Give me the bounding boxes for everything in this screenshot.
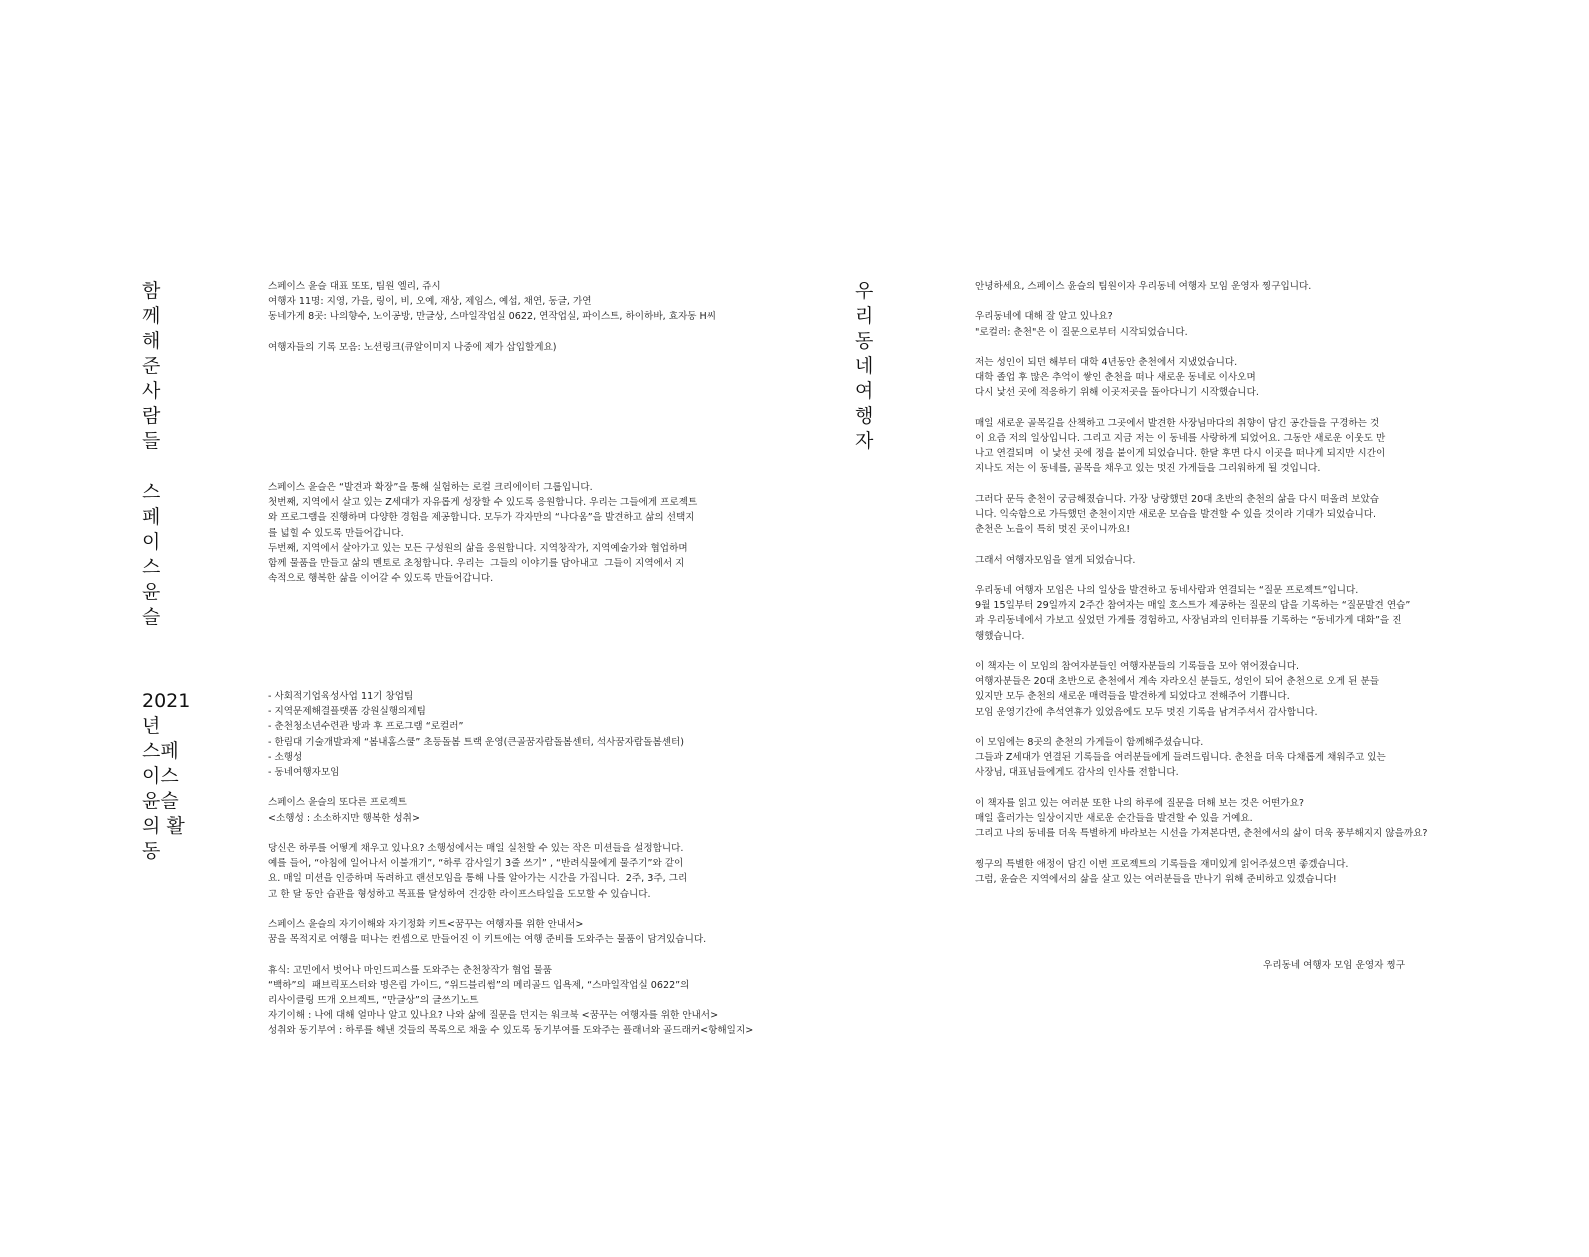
text-line: 나고 연결되며 이 낯선 곳에 정을 붙이게 되었습니다. 한달 후면 다시 이곳을 떠나게 되지만 시간이 xyxy=(975,448,1386,460)
text-line: 저는 성인이 되던 해부터 대학 4년동안 춘천에서 지냈었습니다. xyxy=(975,356,1238,368)
paragraph-gap xyxy=(268,947,718,962)
text-line: 대학 졸업 후 많은 추억이 쌓인 춘천을 떠나 새로운 동네로 이사오며 xyxy=(975,372,1256,384)
paragraph-gap xyxy=(975,644,1445,659)
text-line: 함께 물품을 만들고 삶의 멘토로 초청합니다. 우리는 그들의 이야기를 담아내고 그들이 지역에서 지 xyxy=(268,558,685,570)
text-line: 모임 운영기간에 추석연휴가 있었음에도 모두 멋진 기록을 남겨주셔서 감사합니다. xyxy=(975,706,1318,718)
text-line: 그럼, 윤슬은 지역에서의 삶을 살고 있는 여러분들을 만나기 위해 준비하고 있겠습니다! xyxy=(975,873,1337,885)
text-line: - 지역문제해결플랫폼 강원실행의제팀 xyxy=(268,706,426,718)
text-line: 휴식: 고민에서 벗어나 마인드피스를 도와주는 춘천창작가 협업 물품 xyxy=(268,964,553,976)
paragraph-gap xyxy=(975,401,1445,416)
text-line: 여행자들의 기록 모음: 노션링크(큐알이미지 나중에 제가 삽입할게요) xyxy=(268,341,557,353)
text-line: 스페이스 윤슬의 또다른 프로젝트 xyxy=(268,797,407,809)
paragraph-gap xyxy=(975,340,1445,355)
paragraph-gap xyxy=(268,325,718,340)
text-line: - 춘천청소년수련관 방과 후 프로그램 “로컬러” xyxy=(268,721,464,733)
text-line: 와 프로그램을 진행하며 다양한 경험을 제공합니다. 모두가 각자만의 “나다움”을 발견하고 삶의 선택지 xyxy=(268,512,695,524)
text-line: 고 한 달 동안 습관을 형성하고 목표를 달성하여 건강한 라이프스타일을 도모할 수 있습니다. xyxy=(268,888,651,900)
signature: 우리동네 여행자 모임 운영자 찡구 xyxy=(1263,960,1405,971)
text-line: 자기이해 : 나에 대해 얼마나 알고 있나요? 나와 삶에 질문을 던지는 워크북 <꿈꾸는 여행자를 위한 안내서> xyxy=(268,1010,719,1022)
text-line: 지나도 저는 이 동네를, 골목을 채우고 있는 멋진 가게들을 그리워하게 될 것입니다. xyxy=(975,463,1321,475)
text-line: 그리고 나의 동네를 더욱 특별하게 바라보는 시선을 가져본다면, 춘천에서의 삶이 더욱 풍부해지지 않을까요? xyxy=(975,828,1428,840)
paragraph-gap xyxy=(268,826,718,841)
text-line: 꿈을 목적지로 여행을 떠나는 컨셉으로 만들어진 이 키트에는 여행 준비를 도와주는 물품이 담겨있습니다. xyxy=(268,934,707,946)
text-line: - 사회적기업육성사업 11기 창업팀 xyxy=(268,691,414,702)
text-line: 요. 매일 미션을 인증하며 독려하고 랜선모임을 통해 나를 알아가는 시간을 가집니다. 2주, 3주, 그리 xyxy=(268,873,688,885)
text-line: 스페이스 윤슬은 “발견과 확장”을 통해 실험하는 로컬 크리에이터 그룹입니다. xyxy=(268,482,593,493)
text-line: 그들과 Z세대가 연결된 기록들을 여러분들에게 들려드립니다. 춘천을 더욱 다채롭게 채워주고 있는 xyxy=(975,752,1386,764)
paragraph-gap xyxy=(268,902,718,917)
paragraph-gap xyxy=(975,294,1445,309)
text-line: 여행자분들은 20대 초반으로 춘천에서 계속 자라오신 분들도, 성인이 되어 춘천으로 오게 된 분들 xyxy=(975,676,1380,688)
paragraph-gap xyxy=(975,537,1445,552)
right-page xyxy=(795,0,1589,1257)
text-line: 우리동네에 대해 잘 알고 있나요? xyxy=(975,311,1113,323)
text-line: 안녕하세요, 스페이스 윤슬의 팀원이자 우리동네 여행자 모임 운영자 찡구입니다. xyxy=(975,281,1312,292)
text-line: 매일 새로운 골목길을 산책하고 그곳에서 발견한 사장님마다의 취향이 담긴 공간들을 구경하는 것 xyxy=(975,417,1380,429)
text-line: 이 책자는 이 모임의 참여자분들인 여행자분들의 기록들을 모아 엮어졌습니다. xyxy=(975,660,1300,672)
paragraph-gap xyxy=(975,841,1445,856)
people-heading: 함께해준 사람들 xyxy=(142,280,161,452)
text-line: 니다. 익숙함으로 가득했던 춘천이지만 새로운 모습을 발견할 수 있을 것이라 기대가 되었습니다. xyxy=(975,508,1377,520)
text-line: 있지만 모두 춘천의 새로운 매력들을 발견하게 되었다고 전해주어 기쁩니다. xyxy=(975,691,1290,703)
text-line: - 동네여행자모임 xyxy=(268,767,340,779)
text-line: 스페이스 윤슬 대표 또또, 팀원 엘리, 쥬시 xyxy=(268,281,441,292)
traveler-heading: 우리동네 여행자 xyxy=(855,280,874,452)
text-line: - 소행성 xyxy=(268,751,303,763)
text-line: 두번째, 지역에서 살아가고 있는 모든 구성원의 삶을 응원합니다. 지역창작가, 지역예술가와 협업하며 xyxy=(268,542,688,554)
text-line: 우리동네 여행자 모임은 나의 일상을 발견하고 동네사람과 연결되는 “질문 프로젝트”입니다. xyxy=(975,584,1359,596)
paragraph-gap xyxy=(975,720,1445,735)
text-line: 당신은 하루를 어떻게 채우고 있나요? 소행성에서는 매일 실천할 수 있는 작은 미션들을 설정합니다. xyxy=(268,843,684,854)
text-line: 를 넓힐 수 있도록 만들어갑니다. xyxy=(268,527,404,539)
text-line: 속적으로 행복한 삶을 이어갈 수 있도록 만들어갑니다. xyxy=(268,573,494,585)
text-line: “백하”의 패브릭포스터와 명은림 가이드, “위드블리썸”의 메리골드 입욕제, “스마일작업실 0622”의 xyxy=(268,979,690,991)
activities-body xyxy=(268,689,754,1039)
paragraph-gap xyxy=(975,781,1445,796)
text-line: 그러다 문득 춘천이 궁금해졌습니다. 가장 낭랑했던 20대 초반의 춘천의 삶을 다시 떠올려 보았습 xyxy=(975,493,1380,505)
text-line: 그래서 여행자모임을 열게 되었습니다. xyxy=(975,554,1136,566)
left-page xyxy=(0,0,794,1257)
space-yunseul-heading: 스페이스 윤슬 xyxy=(142,481,161,628)
activities-heading: 2021년 스페이스 윤슬의 활동 xyxy=(142,690,191,862)
text-line: - 한림대 기술개발과제 “봄내홈스쿨” 초등돌봄 트랙 운영(큰골꿈자람돌봄센터, 석사꿈자람돌봄센터) xyxy=(268,736,684,748)
text-line: 매일 흘러가는 일상이지만 새로운 순간들을 발견할 수 있을 거예요. xyxy=(975,812,1253,824)
text-line: 첫번째, 지역에서 살고 있는 Z세대가 자유롭게 성장할 수 있도록 응원합니다. 우리는 그들에게 프로젝트 xyxy=(268,497,698,509)
paragraph-gap xyxy=(975,477,1445,492)
text-line: 다시 낯선 곳에 적응하기 위해 이곳저곳을 돌아다니기 시작했습니다. xyxy=(975,387,1259,399)
text-line: 9월 15일부터 29일까지 2주간 참여자는 매일 호스트가 제공하는 질문의 답을 기록하는 “질문발견 연습” xyxy=(975,600,1411,612)
text-line: 춘천은 노을이 특히 멋진 곳이니까요! xyxy=(975,524,1131,536)
text-line: 이 요즘 저의 일상입니다. 그리고 지금 저는 이 동네를 사랑하게 되었어요. 그동안 새로운 이웃도 만 xyxy=(975,432,1386,444)
text-line: 스페이스 윤슬의 자기이해와 자기정화 키트<꿈꾸는 여행자를 위한 안내서> xyxy=(268,919,584,930)
text-line: 동네가게 8곳: 나의향수, 노이공방, 만글상, 스마일작업실 0622, 연작업실, 파이스트, 하이하바, 효자동 H씨 xyxy=(268,311,717,323)
text-line: 과 우리동네에서 가보고 싶었던 가게를 경험하고, 사장님과의 인터뷰를 기록하는 “동네가게 대화”을 진 xyxy=(975,615,1402,627)
text-line: 예를 들어, “아침에 일어나서 이불개기”, “하루 감사일기 3줄 쓰기” , “반려식물에게 물주기”와 같이 xyxy=(268,858,684,870)
text-line: 사장님, 대표님들에게도 감사의 인사를 전합니다. xyxy=(975,767,1179,779)
text-line: 여행자 11명: 지영, 가을, 링이, 비, 오예, 재상, 제임스, 예섭, 채연, 동글, 가연 xyxy=(268,296,592,308)
text-line: 행했습니다. xyxy=(975,630,1025,642)
text-line: "로컬러: 춘천"은 이 질문으로부터 시작되었습니다. xyxy=(975,326,1188,338)
traveler-body xyxy=(975,279,1445,887)
paragraph-gap xyxy=(975,568,1445,583)
text-line: 리사이클링 뜨개 오브젝트, “만글상”의 글쓰기노트 xyxy=(268,995,479,1006)
paragraph-gap xyxy=(268,780,718,795)
text-line: 이 책자를 읽고 있는 여러분 또한 나의 하루에 질문을 더해 보는 것은 어떤가요? xyxy=(975,797,1304,809)
space-yunseul-body xyxy=(268,480,718,586)
people-body xyxy=(268,279,718,355)
text-line: 이 모임에는 8곳의 춘천의 가게들이 함께해주셨습니다. xyxy=(975,736,1204,748)
text-line: 성취와 동기부여 : 하루를 해낸 것들의 목록으로 채울 수 있도록 동기부여를 도와주는 플래너와 골드래커<항해일지> xyxy=(268,1025,754,1037)
text-line: <소행성 : 소소하지만 행복한 성취> xyxy=(268,812,420,824)
text-line: 찡구의 특별한 애정이 담긴 이번 프로젝트의 기록들을 재미있게 읽어주셨으면 좋겠습니다. xyxy=(975,858,1349,870)
